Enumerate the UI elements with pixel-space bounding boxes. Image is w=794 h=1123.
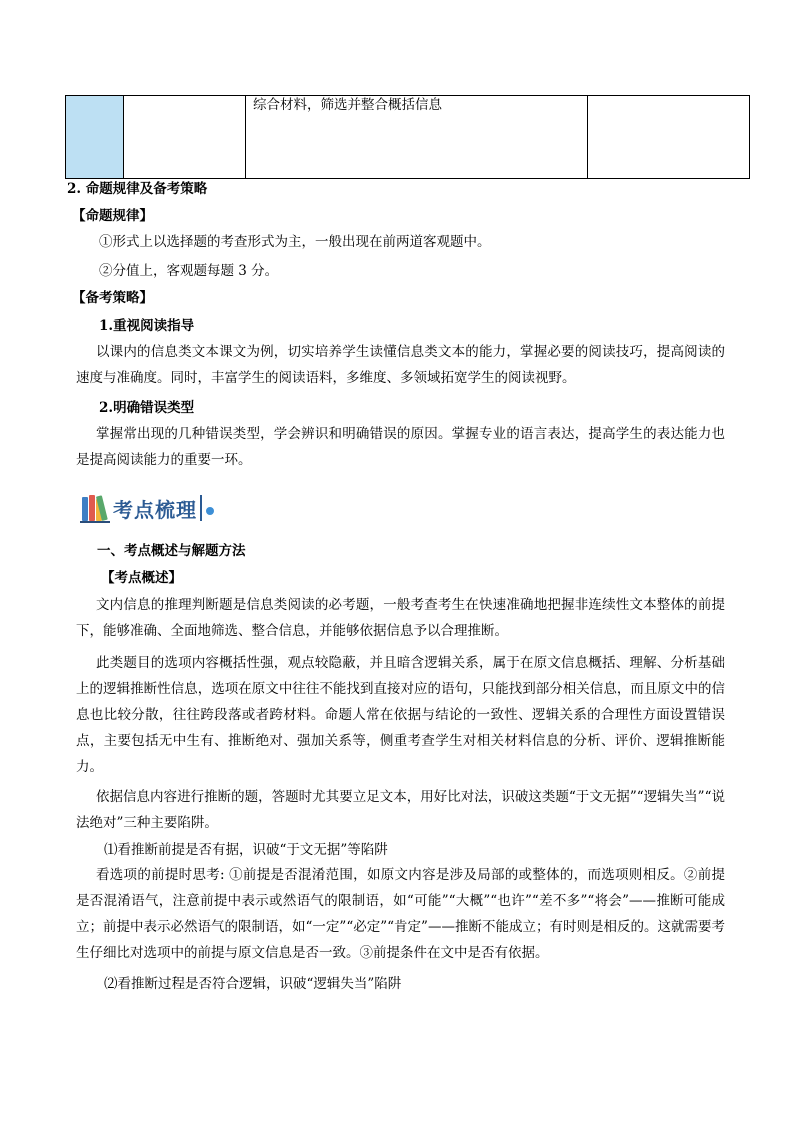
table-cell-text: 综合材料，筛选并整合概括信息 bbox=[246, 96, 588, 178]
method-item-1: ⑴看推断前提是否有据，识破“于文无据”等陷阱 bbox=[104, 842, 388, 858]
section-banner bbox=[80, 491, 214, 525]
banner-dot-icon bbox=[206, 507, 214, 515]
overview-label: 【考点概述】 bbox=[101, 570, 182, 586]
section-one-heading: 一、考点概述与解题方法 bbox=[97, 543, 246, 559]
books-icon bbox=[80, 493, 110, 523]
method-paragraph: 看选项的前提时思考: ①前提是否混淆范围，如原文内容是涉及局部的或整体的，而选项则相反。②前提是否混淆语气，注意前提中表示或然语气的限制语，如“可能”“大概”“也许”“差不多”“将会”——推断可能成立；前提中表示必然语气的限制语，如“一定”“必定”“肯定”——推断不能成立；有时则是相反的。这就需要考生仔细比对选项中的前提与原文信息是否一致。③前提条件在文中是否有依据。 bbox=[76, 867, 725, 961]
strategy2-text: 掌握常出现的几种错误类型，学会辨识和明确错误的原因。掌握专业的语言表达，提高学生的表达能力也是提高阅读能力的重要一环。 bbox=[76, 426, 725, 468]
overview-paragraph-3: 依据信息内容进行推断的题，答题时尤其要立足文本，用好比对法，识破这类题“于文无据”“逻辑失当”“说法绝对”三种主要陷阱。 bbox=[76, 789, 725, 831]
overview-paragraph-2: 此类题目的选项内容概括性强，观点较隐蔽，并且暗含逻辑关系，属于在原文信息概括、理解、分析基础上的逻辑推断性信息，选项在原文中往往不能找到直接对应的语句，只能找到部分相关信息，而且原文中的信息也比较分散，往往跨段落或者跨材料。命题人常在依据与结论的一致性、逻辑关系的合理性方面设置错误点，主要包括无中生有、推断绝对、强加关系等，侧重考查学生对相关材料信息的分析、评价、逻辑推断能力。 bbox=[76, 655, 725, 775]
summary-table bbox=[65, 95, 750, 179]
rule-1: ①形式上以选择题的考查形式为主，一般出现在前两道客观题中。 bbox=[99, 234, 491, 250]
table-cell bbox=[124, 96, 246, 178]
table-cell-shaded bbox=[66, 96, 124, 178]
method-item-2: ⑵看推断过程是否符合逻辑，识破“逻辑失当”陷阱 bbox=[104, 976, 402, 992]
rules-label: 【命题规律】 bbox=[72, 208, 153, 224]
section2-heading: 2. 命题规律及备考策略 bbox=[67, 181, 208, 197]
strategy-label: 【备考策略】 bbox=[72, 290, 153, 306]
strategy1-text: 以课内的信息类文本课文为例，切实培养学生读懂信息类文本的能力，掌握必要的阅读技巧，提高阅读的速度与准确度。同时，丰富学生的阅读语料，多维度、多领域拓宽学生的阅读视野。 bbox=[76, 344, 725, 386]
strategy1-title: 1.重视阅读指导 bbox=[99, 318, 195, 334]
rule-2: ②分值上，客观题每题 3 分。 bbox=[99, 263, 279, 279]
banner-divider bbox=[200, 495, 202, 521]
strategy2-title: 2.明确错误类型 bbox=[99, 400, 195, 416]
banner-title: 考点梳理 bbox=[113, 497, 197, 522]
table-cell bbox=[588, 96, 749, 178]
overview-paragraph-1: 文内信息的推理判断题是信息类阅读的必考题，一般考查考生在快速准确地把握非连续性文本整体的前提下，能够准确、全面地筛选、整合信息，并能够依据信息予以合理推断。 bbox=[76, 597, 725, 639]
